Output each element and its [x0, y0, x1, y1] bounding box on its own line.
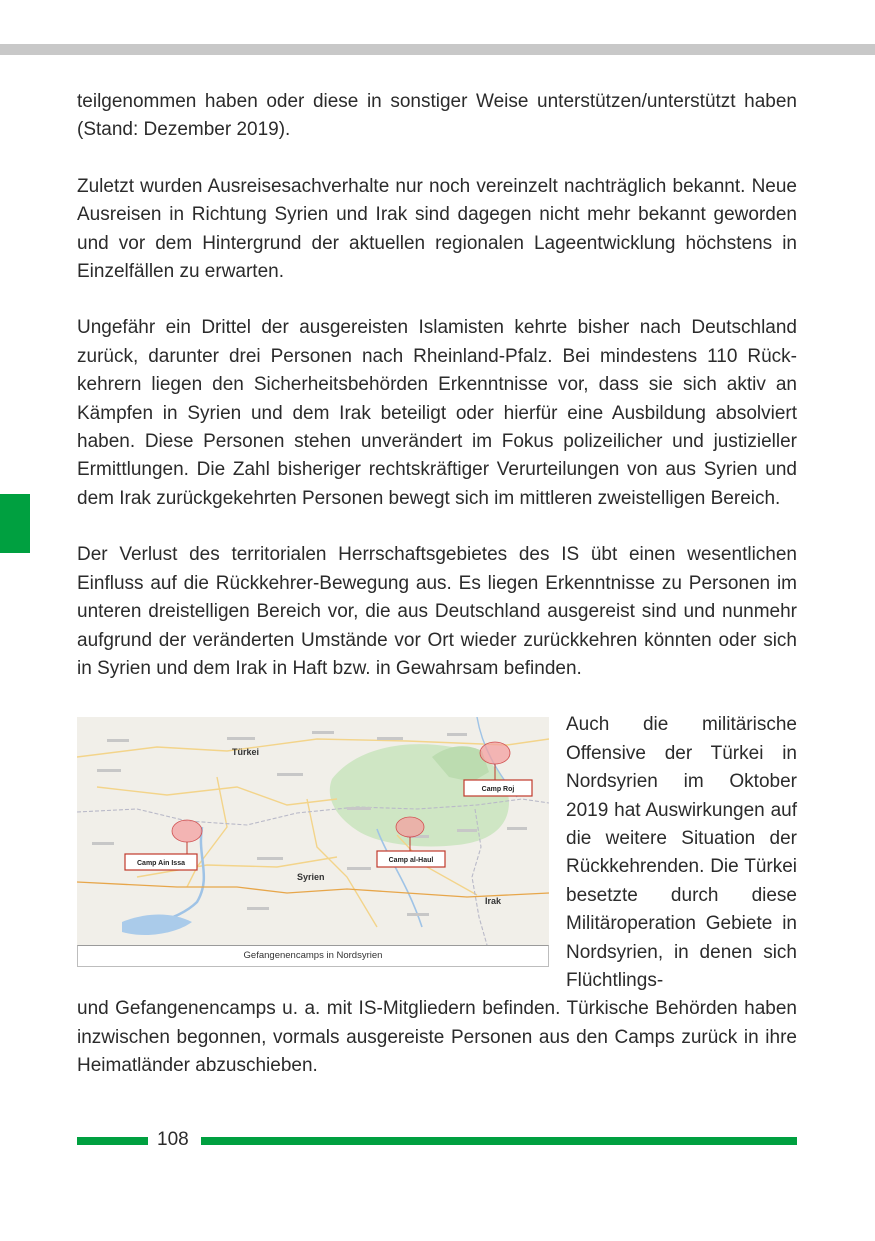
- paragraph-2: Zuletzt wurden Ausreisesachverhalte nur noch vereinzelt nachträglich bekannt. Neue Ausreisen in Richtung Syrien und Irak sind dagegen nicht mehr bekannt geworden und vor dem Hintergrund der aktuellen regionalen Lageentwicklung höchstens in Einzelfällen zu erwarten.: [77, 175, 797, 283]
- camp-al-haul-label: Camp al-Haul: [388, 857, 434, 865]
- side-text: Auch die militärische Offensive der Türkei in Nordsyrien im Oktober 2019 hat Auswirkungen auf die weitere Situation der Rückkehrenden. Die Türkei besetzte durch diese Militäroperation Gebiete in Nordsyrien, in denen sich Flüchtlings-: [566, 714, 797, 991]
- camp-roj-label: Camp Roj: [481, 786, 515, 794]
- page-content: [77, 88, 797, 1081]
- camps-map: [77, 717, 549, 945]
- map-label-turkey: Türkei: [232, 747, 260, 758]
- paragraph-1: teilgenommen haben oder diese in sonstiger Weise unterstützen/unterstützt haben (Stand: Dezember 2019).: [77, 91, 797, 141]
- paragraph-3: Ungefähr ein Drittel der ausgereisten Islamisten kehrte bisher nach Deutschland zurück, darunter drei Personen nach Rheinland-Pfalz. Bei mindestens 110 Rückkehrern liegen den Sicherheitsbehörden Erkenntnisse vor, dass sie sich aktiv an Kämpfen in Syrien und dem Irak beteiligt oder hierfür eine Ausbildung absolviert haben. Diese Personen stehen unverändert im Fokus polizeilicher und justizieller Ermittlungen. Die Zahl bisheriger rechtskräftiger Verurteilungen von aus Syrien und dem Irak zurückgekehrten Personen bewegt sich im mittleren zweistelligen Bereich.: [77, 317, 797, 509]
- map-label-syria: Syrien: [297, 872, 325, 883]
- map-caption: Gefangenencamps in Nordsyrien: [77, 945, 549, 967]
- map-figure: [77, 717, 549, 967]
- footer-bar-right: [201, 1137, 797, 1145]
- camp-ain-issa-label: Camp Ain Issa: [137, 860, 185, 868]
- continuation-text: und Gefangenencamps u. a. mit IS-Mitgliedern befinden. Türkische Behörden haben inzwischen begonnen, vormals ausgereiste Personen aus den Camps zurück in ihre Heimatländer abzuschieben.: [77, 998, 797, 1077]
- page-number: 108: [157, 1129, 189, 1150]
- header-bar: [0, 44, 875, 55]
- footer-bar-left: [77, 1137, 148, 1145]
- page-footer: [77, 1126, 797, 1154]
- map-label-iraq: Irak: [485, 896, 502, 907]
- paragraph-4: Der Verlust des territorialen Herrschaftsgebietes des IS übt einen wesentlichen Einfluss auf die Rückkehrer-Bewegung aus. Es liegen Erkenntnisse zu Personen im unteren dreistelligen Bereich vor, die aus Deutschland ausgereist sind und nunmehr aufgrund der veränderten Umstände vor Ort wieder zurückkehren könnten oder sich in Syrien und dem Irak in Haft bzw. in Gewahrsam befinden.: [77, 544, 797, 679]
- chapter-tab-marker: [0, 494, 30, 553]
- figure-row: [77, 711, 797, 995]
